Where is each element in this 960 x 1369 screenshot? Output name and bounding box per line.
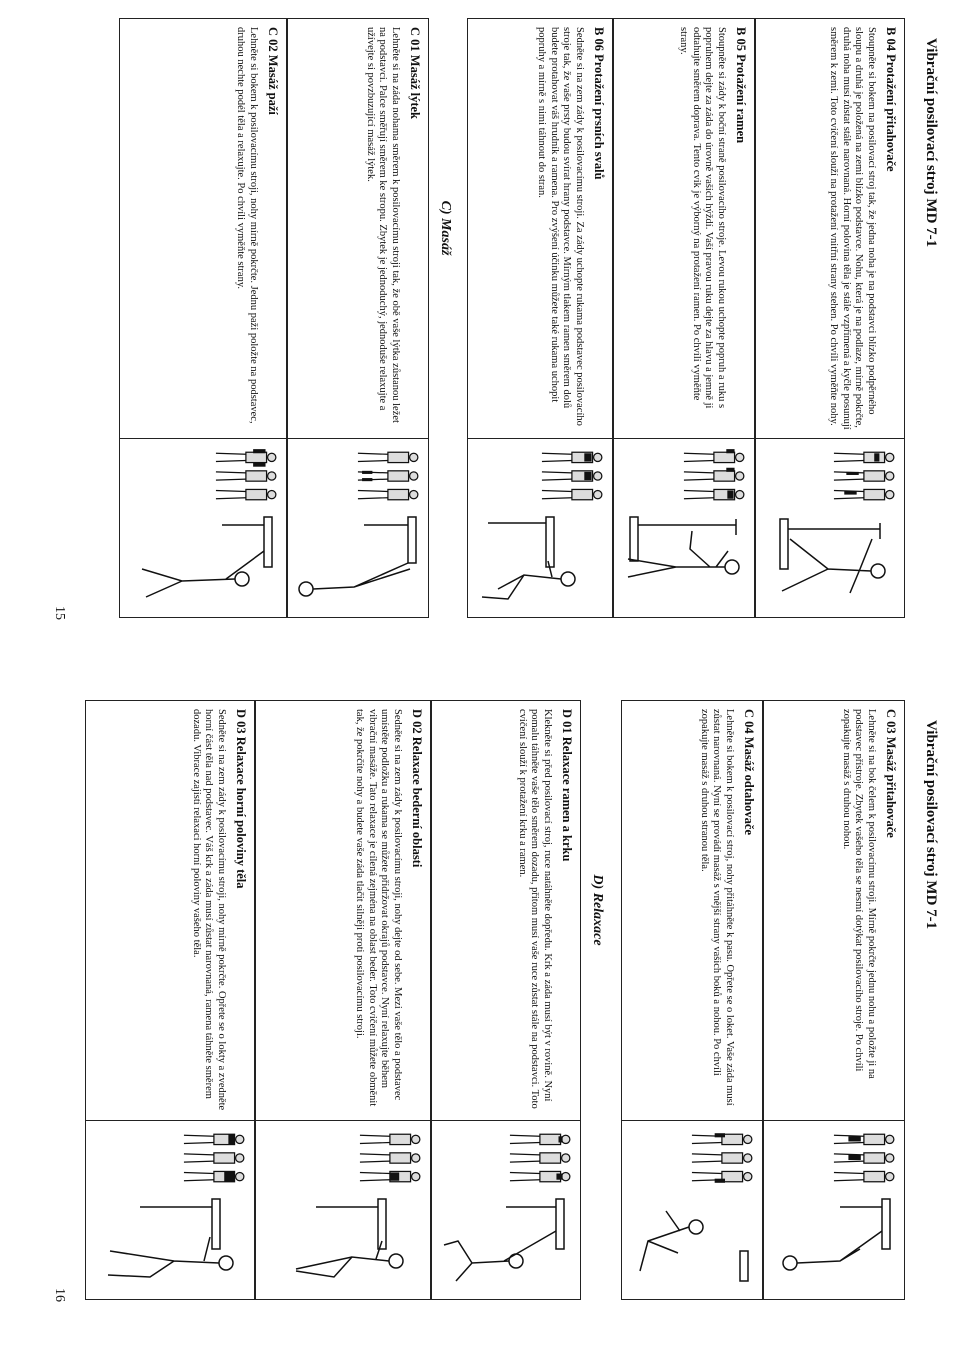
muscle-chart-icon [676, 445, 748, 507]
exercise-title: C 02 Masáž paží [266, 27, 280, 115]
page-number: 15 [52, 606, 67, 620]
exercise-title: B 04 Protažení přitahovače [884, 27, 898, 172]
exercise-text: Klekněte si před posilovací stroj, ruce natáhněte dopředu. Krk a záda musí být v rovině. Nyní pomalu táhněte vaše tělo směrem dozadu, přitom musí vaše ruce zůstat stále na podstavci. Toto cvičení slouží k protažení krku a ramen. [516, 709, 553, 1109]
exercise-text: Sedněte si na zem zády k posilovacímu stroji, nohy dejte od sebe. Mezi vaše tělo a podstavec umístěte podložku a rukama se můžete přidržovat okrajů podstavce. Nyní relaxujte během vibrační masáže. Tato relaxace je cílená zejména na oblast beder. Toto cvičení můžete obměnit tak, že pokrčíte nohy a budete vaše záda tlačit silněji proti posilovacímu stroji. [354, 709, 403, 1107]
muscle-chart-icon [826, 445, 898, 507]
muscle-chart-icon [208, 445, 280, 507]
exercise-title: D 02 Relaxace bederní oblasti [410, 709, 424, 868]
exercise-d01 [431, 700, 581, 1300]
exercise-illustration [618, 509, 750, 609]
exercise-illustration [472, 509, 608, 609]
exercise-illustration [626, 1191, 758, 1291]
exercise-text: Stoupněte si zády k boční straně posilovacího stroje. Levou rukou uchopte popruh a ruku s popruhem dejte za záda do úrovně vašich hýždí. Vaší pravou ruku dejte za hlavu a jemně ji odtahujte směrem doprava. Tento cvik je výborný na protažení ramen. Po chvíli vyměňte strany. [678, 27, 727, 409]
exercise-title: C 01 Masáž lýtek [408, 27, 422, 119]
exercise-illustration [760, 509, 900, 609]
exercise-b04 [755, 18, 905, 618]
exercise-text: Sedněte si na zem zády k posilovacímu stroji, nohy mírně pokrčte. Opřete se o lokty a zvedněte horní část těla nad podstavec. Váš krk a záda musí zůstat narovnaná, ramena táhněte směrem dozadu. Vibrace zajistí relaxaci horní poloviny vašeho těla. [190, 709, 227, 1111]
muscle-chart-icon [534, 445, 606, 507]
exercise-text: Sedněte si na zem zády k posilovacímu stroji. Za zády uchopte rukama podstavec posilovacího stroje tak, že vaše prsty budou svírat hrany podstavce. Mírným tlakem ramen směrem dolů budete protahovat váš hrudník a ramena. Pro zvýšení účinku můžete také rukama uchopit popruhy a mírně s nimi táhnout do stran. [536, 27, 585, 426]
exercise-title: C 04 Masáž odtahovače [742, 709, 756, 836]
exercise-c04 [621, 700, 763, 1300]
exercise-b05 [613, 18, 755, 618]
exercise-title: B 06 Protažení prsních svalů [592, 27, 606, 180]
exercise-illustration [266, 1191, 426, 1291]
exercise-b06 [467, 18, 613, 618]
exercise-text: Lehněte si bokem k posilovacímu stroji, nohy mírně pokrčte. Jednu paži položte na podstavec, druhou nechte podél těla a relaxujte. Po chvíli vyměňte strany. [235, 27, 259, 424]
exercise-title: D 01 Relaxace ramen a krku [560, 709, 574, 862]
exercise-text: Lehněte si na bok čelem k posilovacímu stroji. Mírně pokrčte jednu nohu a položte ji na podstavec přístroje. Zbytek vašeho těla se nesmí dotýkat posilovacího stroje. Po chvíli zopakujte masáž s druhou nohou. [840, 709, 877, 1079]
section-heading-relaxation: D) Relaxace [590, 874, 605, 946]
exercise-text: Lehněte si na záda nohama směrem k posilovacímu stroji tak, že obě vaše lýtka zůstanou ležet na podstavci. Palce směřují směrem ke stropu. Zbytek je jednoduchý, jednoduše relaxujte a užívejte si povzbuzující masáž lýtek. [364, 27, 401, 423]
exercise-text: Lehněte si bokem k posilovací stroj, nohy přitáhněte k pasu. Opřete se o loket. Vaše záda musí zůstat narovnaná. Nyní se provádí masáž s vnější strany vašich boků a nohou. Po chvíli zopakujte masáž s druhou stranou těla. [698, 709, 735, 1106]
exercise-d03 [85, 700, 255, 1300]
page-number: 16 [52, 1288, 67, 1302]
muscle-chart-icon [826, 1127, 898, 1189]
exercise-illustration [292, 509, 424, 609]
section-heading-massage: C) Masáž [438, 200, 453, 256]
exercise-illustration [90, 1191, 250, 1291]
muscle-chart-icon [502, 1127, 574, 1189]
muscle-chart-icon [176, 1127, 248, 1189]
document-title: Vibrační posilovací stroj MD 7-1 [923, 38, 939, 248]
exercise-illustration [436, 1191, 576, 1291]
document-title: Vibrační posilovací stroj MD 7-1 [923, 720, 939, 930]
page-16 [15, 700, 945, 1360]
muscle-chart-icon [350, 445, 422, 507]
exercise-c02 [119, 18, 287, 618]
exercise-title: C 03 Masáž přitahovače [884, 709, 898, 838]
muscle-chart-icon [684, 1127, 756, 1189]
page-15 [15, 18, 945, 678]
exercise-c01 [287, 18, 429, 618]
exercise-title: D 03 Relaxace horní poloviny těla [234, 709, 248, 889]
muscle-chart-icon [352, 1127, 424, 1189]
exercise-text: Stoupněte si bokem na posilovací stroj tak, že jedna noha je na podstavci blízko podpěrného sloupu a druhá je položená na zemi blízko podstavce. Nohu, která je na podlaze, mírně pokrčte, druhá noha musí zůstat stále narovnaná. Horní polovina těla je stále vzpřímená a kyčle posunují směrem k zemi. Toto cvičení slouží na protažení vnitřní strany stehen. Po chvíli vyměňte nohy. [828, 27, 877, 430]
exercise-title: B 05 Protažení ramen [734, 27, 748, 144]
exercise-c03 [763, 700, 905, 1300]
exercise-d02 [255, 700, 431, 1300]
exercise-illustration [768, 1191, 900, 1291]
exercise-illustration [132, 509, 282, 609]
